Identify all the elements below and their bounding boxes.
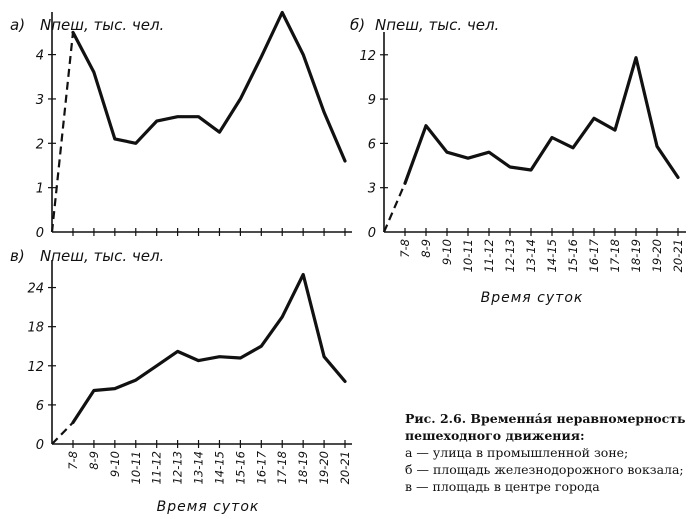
x-tick-label: 14-15	[545, 239, 559, 273]
dashed-start-line	[384, 183, 405, 232]
x-tick-label: 10-11	[461, 239, 475, 273]
x-axis-label: Время суток	[480, 290, 584, 306]
dashed-start-line	[52, 32, 73, 232]
y-tick-label: 1	[35, 181, 44, 197]
x-tick-label: 16-17	[254, 451, 269, 485]
x-tick-label: 12-13	[503, 239, 517, 273]
y-tick-label: 9	[367, 93, 376, 109]
series-line	[405, 58, 678, 184]
x-axis-label: Время суток	[156, 499, 260, 515]
x-tick-label: 11-12	[149, 451, 164, 485]
panel-label: б)	[350, 16, 366, 34]
y-tick-label: 0	[35, 226, 44, 241]
chart-panel-2	[350, 16, 686, 306]
y-tick-label: 0	[35, 438, 44, 453]
y-tick-label: 4	[35, 48, 44, 64]
x-tick-label: 11-12	[482, 239, 496, 273]
y-tick-label: 2	[35, 137, 44, 153]
y-tick-label: 24	[27, 281, 44, 297]
x-tick-label: 13-14	[191, 451, 206, 485]
panel-label: а)	[10, 16, 26, 34]
x-tick-label: 18-19	[629, 239, 643, 273]
y-tick-label: 6	[35, 398, 44, 414]
x-tick-label: 17-18	[275, 451, 290, 485]
figure-caption	[405, 410, 690, 495]
y-tick-label: 18	[27, 320, 44, 336]
x-tick-label: 9-10	[107, 451, 122, 478]
caption-title: Рис. 2.6. Временнáя неравномерность пешеходного движения:	[405, 411, 686, 443]
x-tick-label: 14-15	[212, 451, 227, 485]
x-tick-label: 15-16	[233, 451, 248, 485]
panel-label: в)	[10, 247, 25, 265]
dashed-start-line	[52, 422, 73, 444]
x-tick-label: 16-17	[587, 239, 601, 273]
x-tick-label: 10-11	[128, 451, 143, 485]
x-tick-label: 19-20	[650, 239, 664, 273]
x-tick-label: 17-18	[608, 239, 622, 273]
x-tick-label: 8-9	[86, 451, 101, 470]
y-axis-label: Nпеш, тыс. чел.	[375, 16, 500, 34]
x-tick-label: 18-19	[296, 451, 311, 485]
chart-panel-1	[10, 12, 352, 241]
y-tick-label: 3	[367, 181, 376, 197]
x-tick-label: 20-21	[338, 451, 352, 485]
x-tick-label: 19-20	[317, 451, 332, 485]
x-tick-label: 15-16	[566, 239, 580, 273]
x-tick-label: 7-8	[398, 239, 412, 258]
y-tick-label: 0	[367, 226, 376, 241]
caption-line-a: а — улица в промышленной зоне;	[405, 445, 629, 460]
y-tick-label: 12	[359, 48, 376, 64]
x-tick-label: 9-10	[440, 239, 454, 266]
y-tick-label: 3	[35, 92, 44, 108]
x-tick-label: 12-13	[170, 451, 185, 485]
series-line	[73, 275, 345, 423]
chart-panel-3	[10, 247, 352, 515]
y-tick-label: 12	[27, 359, 44, 375]
caption-line-b: б — площадь железнодорожного вокзала; в — площадь в центре города	[405, 462, 684, 494]
y-axis-label: Nпеш, тыс. чел.	[40, 16, 165, 34]
x-tick-label: 13-14	[524, 239, 538, 273]
x-tick-label: 8-9	[419, 239, 433, 258]
y-axis-label: Nпеш, тыс. чел.	[40, 247, 165, 265]
x-tick-label: 7-8	[66, 451, 80, 470]
x-tick-label: 20-21	[671, 239, 685, 273]
y-tick-label: 6	[367, 137, 376, 153]
series-line	[73, 13, 345, 162]
